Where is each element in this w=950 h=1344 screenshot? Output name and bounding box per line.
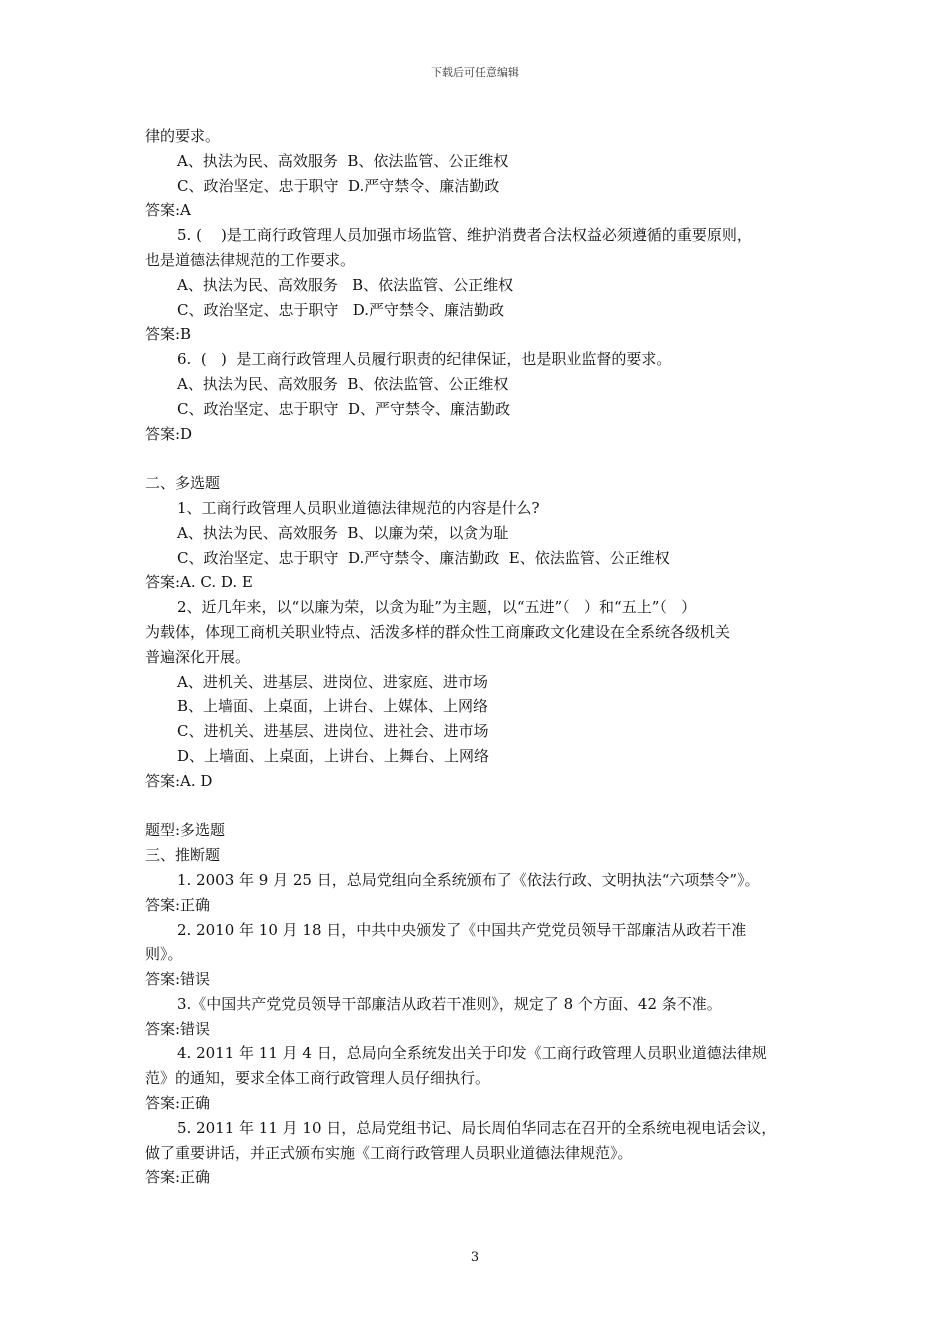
text-line: 1. 2003 年 9 月 25 日，总局党组向全系统颁布了《依法行政、文明执法“六项禁令”》。 — [177, 870, 760, 889]
text-line: 1、工商行政管理人员职业道德法律规范的内容是什么? — [177, 498, 540, 517]
text-line: D、上墙面、上桌面，上讲台、上舞台、上网络 — [177, 746, 490, 765]
text-line: 4. 2011 年 11 月 4 日，总局向全系统发出关于印发《工商行政管理人员职业道德法律规 — [177, 1044, 767, 1063]
text-line: A、执法为民、高效服务 B、以廉为荣，以贪为耻 — [177, 523, 509, 542]
text-line: 2. 2010 年 10 月 18 日，中共中央颁发了《中国共产党党员领导干部廉洁从政若干准 — [177, 920, 747, 939]
text-line: 三、推断题 — [145, 846, 221, 865]
text-line: 答案:错误 — [145, 1019, 211, 1038]
text-line: 题型:多选题 — [145, 821, 226, 840]
text-line: C、政治坚定、忠于职守 D.严守禁令、廉洁勤政 E、依法监管、公正维权 — [177, 548, 670, 567]
blank-line — [145, 446, 817, 471]
text-line: 二、多选题 — [145, 474, 221, 493]
text-line: 答案:A. C. D. E — [145, 573, 253, 592]
text-line: A、执法为民、高效服务 B、依法监管、公正维权 — [177, 374, 509, 393]
text-line: 则》。 — [145, 945, 183, 964]
text-line: 也是道德法律规范的工作要求。 — [145, 250, 356, 269]
text-line: 做了重要讲话，并正式颁布实施《工商行政管理人员职业道德法律规范》。 — [145, 1143, 633, 1162]
text-line: 答案:A — [145, 201, 191, 220]
blank-line — [145, 794, 817, 819]
text-line: 律的要求。 — [145, 127, 221, 145]
text-line: 答案:正确 — [145, 1094, 211, 1113]
text-line: 3.《中国共产党党员领导干部廉洁从政若干准则》，规定了 8 个方面、42 条不准。 — [177, 994, 722, 1013]
text-line: C、进机关、进基层、进岗位、进社会、进市场 — [177, 722, 489, 741]
text-line: 答案:D — [145, 424, 193, 443]
text-line: 答案:正确 — [145, 895, 211, 914]
text-line: A、进机关、进基层、进岗位、进家庭、进市场 — [177, 672, 488, 691]
text-line: 答案:A. D — [145, 771, 213, 790]
text-line: 5. 2011 年 11 月 10 日，总局党组书记、局长周伯华同志在召开的全系统电视电话会议， — [177, 1118, 777, 1137]
text-line: 答案:正确 — [145, 1168, 211, 1187]
text-line: C、政治坚定、忠于职守 D、严守禁令、廉洁勤政 — [177, 399, 511, 418]
text-line: 范》的通知，要求全体工商行政管理人员仔细执行。 — [145, 1069, 491, 1088]
document-body — [145, 124, 817, 1190]
page-header: 下载后可任意编辑 — [431, 66, 519, 79]
text-line: B、上墙面、上桌面，上讲台、上媒体、上网络 — [177, 697, 489, 716]
text-line: 6. ( ) 是工商行政管理人员履行职责的纪律保证，也是职业监督的要求。 — [177, 350, 672, 369]
text-line: A、执法为民、高效服务 B、依法监管、公正维权 — [177, 275, 514, 294]
text-line: C、政治坚定、忠于职守 D.严守禁令、廉洁勤政 — [177, 176, 500, 195]
text-line: A、执法为民、高效服务 B、依法监管、公正维权 — [177, 151, 509, 170]
text-line: 5. ( )是工商行政管理人员加强市场监管、维护消费者合法权益必须遵循的重要原则， — [177, 226, 752, 245]
text-line: 普遍深化开展。 — [145, 647, 251, 666]
text-line: 2、近几年来，以“以廉为荣，以贪为耻”为主题，以“五进”（ ）和“五上”（ ） — [177, 598, 697, 617]
page-number: 3 — [470, 1250, 480, 1265]
text-line: 答案:错误 — [145, 970, 211, 989]
text-line: 为载体，体现工商机关职业特点、活泼多样的群众性工商廉政文化建设在全系统各级机关 — [145, 622, 731, 641]
text-line: C、政治坚定、忠于职守 D.严守禁令、廉洁勤政 — [177, 300, 505, 319]
text-line: 答案:B — [145, 325, 192, 344]
